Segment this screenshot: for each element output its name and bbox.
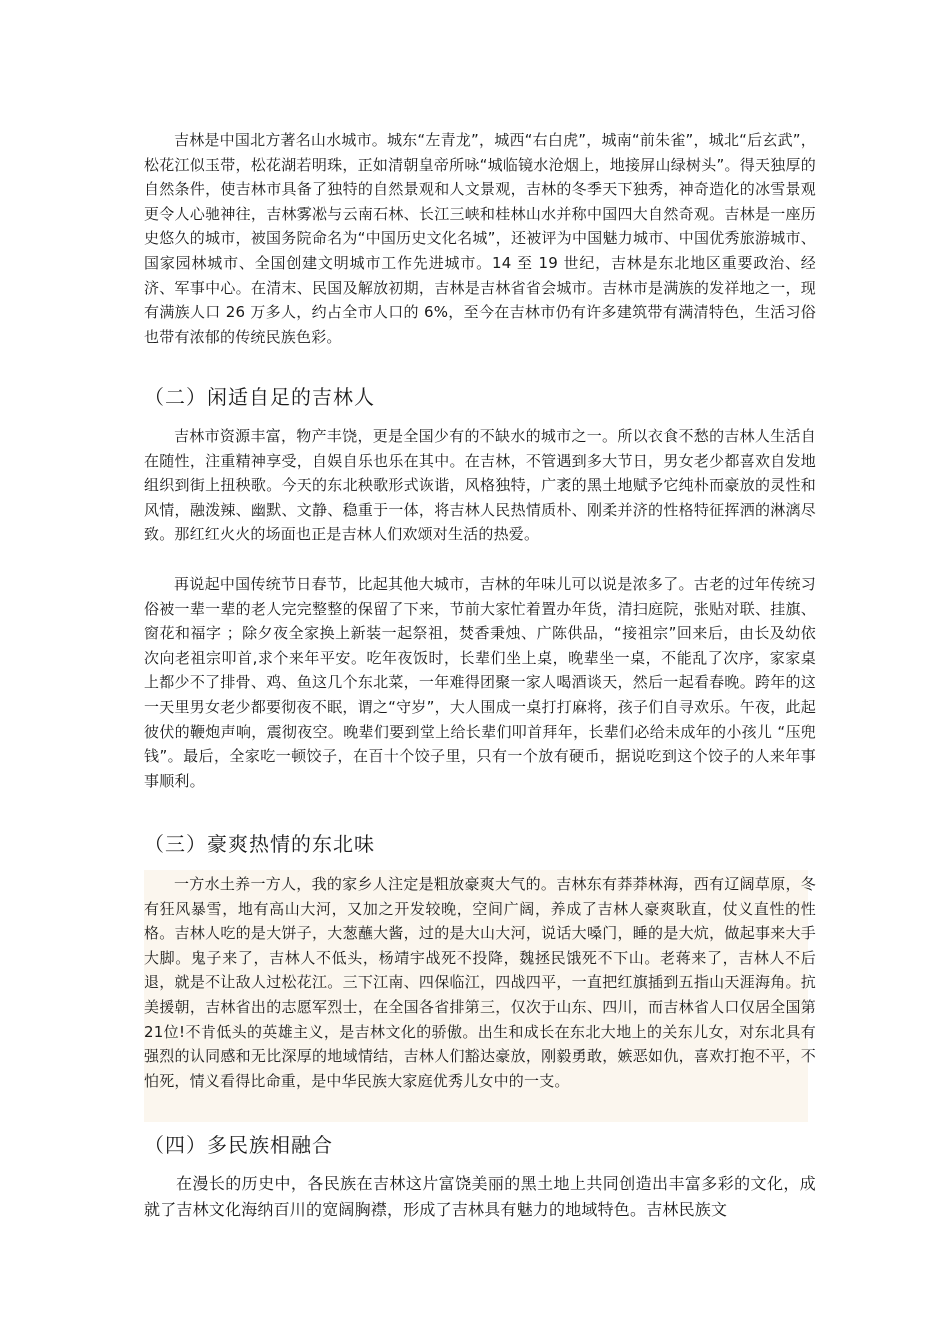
section-heading-2: （二）闲适自足的吉林人 xyxy=(144,385,375,409)
section3-paragraph: 一方水土养一方人，我的家乡人注定是粗放豪爽大气的。吉林东有莽莽林海，西有辽阔草原，冬有狂风暴雪，地有高山大河，又加之开发较晚，空间广阔，养成了吉林人豪爽耿直，仗义直性的性格。吉林人吃的是大饼子，大葱蘸大酱，过的是大山大河，说话大嗓门，睡的是大炕，做起事来大手大脚。鬼子来了，吉林人不低头，杨靖宇战死不投降，魏拯民饿死不下山。老蒋来了，吉林人不后退，就是不让敌人过松花江。三下江南、四保临江，四战四平，一直把红旗插到五指山天涯海角。抗美援朝，吉林省出的志愿军烈士，在全国各省排第三，仅次于山东、四川，而吉林省人口仅居全国第21位!不肯低头的英雄主义，是吉林文化的骄傲。出生和成长在东北大地上的关东儿女，对东北具有强烈的认同感和无比深厚的地域情结，吉林人们豁达豪放，刚毅勇敢，嫉恶如仇，喜欢打抱不平，不怕死，情义看得比命重，是中华民族大家庭优秀儿女中的一支。 xyxy=(144,875,816,1090)
section-heading-3: （三）豪爽热情的东北味 xyxy=(144,832,375,856)
section2-paragraph-2: 再说起中国传统节日春节，比起其他大城市，吉林的年味儿可以说是浓多了。古老的过年传统习俗被一辈一辈的老人完完整整的保留了下来，节前大家忙着置办年货，清扫庭院，张贴对联、挂旗、窗花和福字 ；除夕夜全家换上新装一起祭祖，焚香秉烛、广陈供品，“接祖宗”回来后，由长及幼依次向老祖宗叩首,求个来年平安。吃年夜饭时，长辈们坐上桌，晚辈坐一桌，不能乱了次序，家家桌上都少不了排骨、鸡、鱼这几个东北菜，一年难得团聚一家人喝酒谈天，然后一起看春晚。跨年的这一天里男女老少都要彻夜不眠，谓之“守岁”，大人围成一桌打打麻将，孩子们自寻欢乐。午夜，此起彼伏的鞭炮声响，震彻夜空。晚辈们要到堂上给长辈们叩首拜年，长辈们必给未成年的小孩儿 “压兜钱”。最后，全家吃一顿饺子，在百十个饺子里，只有一个放有硬币，据说吃到这个饺子的人来年事事顺利。 xyxy=(144,575,816,790)
section-heading-4: （四）多民族相融合 xyxy=(144,1133,333,1157)
intro-paragraph: 吉林是中国北方著名山水城市。城东“左青龙”，城西“右白虎”，城南“前朱雀”，城北“后玄武”，松花江似玉带，松花湖若明珠，正如清朝皇帝所咏“城临镜水沧烟上，地接屏山绿树头”。得天独厚的自然条件，使吉林市具备了独特的自然景观和人文景观，吉林的冬季天下独秀，神奇造化的冰雪景观更令人心驰神往，吉林雾凇与云南石林、长江三峡和桂林山水并称中国四大自然奇观。吉林是一座历史悠久的城市，被国务院命名为“中国历史文化名城”，还被评为中国魅力城市、中国优秀旅游城市、国家园林城市、全国创建文明城市工作先进城市。14 至 19 世纪，吉林是东北地区重要政治、经济、军事中心。在清末、民国及解放初期，吉林是吉林省省会城市。吉林市是满族的发祥地之一，现有满族人口 26 万多人，约占全市人口的 6%，至今在吉林市仍有许多建筑带有满清特色，生活习俗也带有浓郁的传统民族色彩。 xyxy=(144,131,816,346)
section2-paragraph-1: 吉林市资源丰富，物产丰饶，更是全国少有的不缺水的城市之一。所以衣食不愁的吉林人生活自在随性，注重精神享受，自娱自乐也乐在其中。在吉林，不管遇到多大节日，男女老少都喜欢自发地组织到街上扭秧歌。今天的东北秧歌形式诙谐，风格独特，广袤的黑土地赋予它纯朴而豪放的灵性和风情，融泼辣、幽默、文静、稳重于一体，将吉林人民热情质朴、刚柔并济的性格特征挥洒的淋漓尽致。那红红火火的场面也正是吉林人们欢颂对生活的热爱。 xyxy=(144,427,816,544)
section4-paragraph: 在漫长的历史中，各民族在吉林这片富饶美丽的黑土地上共同创造出丰富多彩的文化，成就了吉林文化海纳百川的宽阔胸襟，形成了吉林具有魅力的地域特色。吉林民族文 xyxy=(144,1174,816,1219)
